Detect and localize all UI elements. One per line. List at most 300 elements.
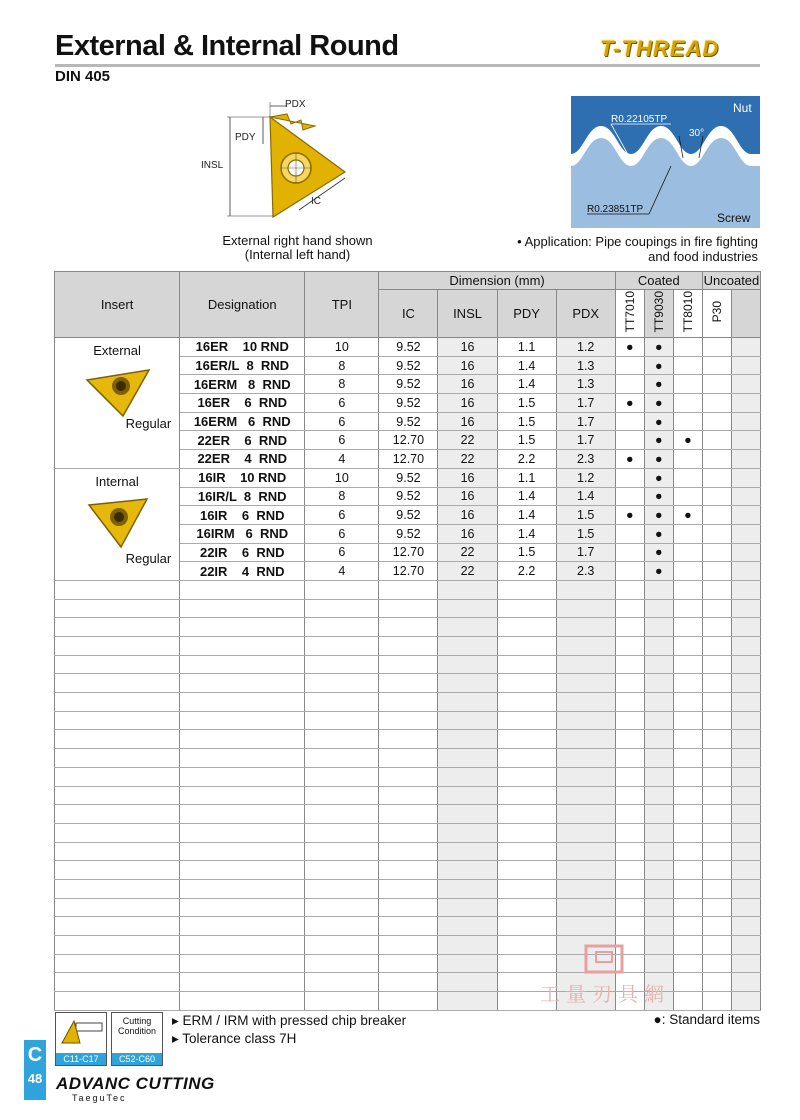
cell-ic <box>379 861 438 880</box>
table-row <box>55 599 761 618</box>
cell-pdy <box>497 674 556 693</box>
application-line-1: • Application: Pipe coupings in fire fighting <box>517 234 758 249</box>
cell-ic: 9.52 <box>379 356 438 375</box>
cell-insl <box>438 674 497 693</box>
cell-insl <box>438 879 497 898</box>
cell-insl: 16 <box>438 375 497 394</box>
insert-cell-empty <box>55 861 180 880</box>
cell-tpi <box>305 637 379 656</box>
cell-pdy <box>497 580 556 599</box>
cell-grade-4 <box>702 412 731 431</box>
cell-pdx <box>556 711 615 730</box>
cell-insl <box>438 730 497 749</box>
cell-grade-1 <box>615 562 644 581</box>
cell-grade-1 <box>615 917 644 936</box>
cell-extra <box>731 767 760 786</box>
cell-extra <box>731 879 760 898</box>
cell-tpi <box>305 711 379 730</box>
cell-extra <box>731 487 760 506</box>
cell-pdy: 1.4 <box>497 356 556 375</box>
cell-designation <box>180 805 305 824</box>
cell-grade-4 <box>702 655 731 674</box>
cell-grade-1 <box>615 599 644 618</box>
cell-pdx <box>556 618 615 637</box>
cell-ic <box>379 674 438 693</box>
cell-ic <box>379 805 438 824</box>
cell-ic: 9.52 <box>379 338 438 357</box>
table-row <box>55 749 761 768</box>
cell-designation: 16IRM 6 RND <box>180 524 305 543</box>
insert-cell-empty <box>55 580 180 599</box>
cell-extra <box>731 805 760 824</box>
cell-ic <box>379 580 438 599</box>
cell-grade-3 <box>673 767 702 786</box>
cell-tpi <box>305 879 379 898</box>
table-body <box>55 338 761 1011</box>
cell-pdx <box>556 842 615 861</box>
cell-pdx: 1.7 <box>556 394 615 413</box>
cell-grade-3: ● <box>673 431 702 450</box>
cell-pdy: 1.5 <box>497 543 556 562</box>
cell-grade-2: ● <box>644 468 673 487</box>
cell-grade-4 <box>702 936 731 955</box>
cell-pdx: 2.3 <box>556 450 615 469</box>
cell-tpi: 6 <box>305 412 379 431</box>
cell-pdx: 1.5 <box>556 524 615 543</box>
cell-designation: 16ERM 8 RND <box>180 375 305 394</box>
cell-tpi <box>305 954 379 973</box>
cell-pdy <box>497 917 556 936</box>
cell-insl: 16 <box>438 524 497 543</box>
cell-grade-2: ● <box>644 356 673 375</box>
cell-pdy <box>497 693 556 712</box>
insert-cell-empty <box>55 879 180 898</box>
cell-designation: 16ER 10 RND <box>180 338 305 357</box>
table-row <box>55 786 761 805</box>
cell-designation <box>180 730 305 749</box>
screw-label: Screw <box>717 211 751 225</box>
cell-ic: 12.70 <box>379 450 438 469</box>
note-tolerance: ▸ Tolerance class 7H <box>172 1031 297 1046</box>
page-subtitle: DIN 405 <box>55 68 111 85</box>
cell-designation: 22ER 4 RND <box>180 450 305 469</box>
cell-pdy: 1.4 <box>497 375 556 394</box>
angle-label: 30° <box>689 128 705 139</box>
cell-insl <box>438 823 497 842</box>
cell-insl: 22 <box>438 431 497 450</box>
cell-extra <box>731 431 760 450</box>
cell-grade-4 <box>702 394 731 413</box>
cell-grade-3 <box>673 693 702 712</box>
cell-extra <box>731 356 760 375</box>
cell-pdx <box>556 580 615 599</box>
cell-grade-3 <box>673 356 702 375</box>
col-dimension: Dimension (mm) <box>379 272 615 290</box>
cell-grade-1: ● <box>615 506 644 525</box>
external-label: External <box>93 343 141 358</box>
cell-pdy: 2.2 <box>497 562 556 581</box>
brand-subtitle: TaeguTec <box>72 1093 127 1103</box>
cell-tpi <box>305 618 379 637</box>
insert-holder-icon <box>56 1013 106 1053</box>
cell-insl <box>438 805 497 824</box>
cell-pdx <box>556 805 615 824</box>
cell-pdy <box>497 637 556 656</box>
standard-items-legend: ●: Standard items <box>653 1012 760 1027</box>
cell-grade-3 <box>673 637 702 656</box>
cell-designation: 22IR 4 RND <box>180 562 305 581</box>
cell-extra <box>731 524 760 543</box>
insert-cell-empty <box>55 599 180 618</box>
insert-cell-empty <box>55 711 180 730</box>
cell-pdy <box>497 730 556 749</box>
cell-ic <box>379 767 438 786</box>
cell-designation: 16IR/L 8 RND <box>180 487 305 506</box>
cell-grade-4 <box>702 506 731 525</box>
cell-tpi <box>305 786 379 805</box>
cell-extra <box>731 599 760 618</box>
cell-extra <box>731 823 760 842</box>
cell-insl: 16 <box>438 338 497 357</box>
cell-ic: 12.70 <box>379 543 438 562</box>
cell-grade-4 <box>702 767 731 786</box>
cell-tpi: 6 <box>305 431 379 450</box>
cell-grade-3 <box>673 655 702 674</box>
cell-grade-2 <box>644 749 673 768</box>
cell-grade-2 <box>644 898 673 917</box>
cell-grade-4 <box>702 674 731 693</box>
bottom-radius-label: R0.23851TP <box>587 204 644 215</box>
cell-pdy <box>497 767 556 786</box>
cell-grade-1: ● <box>615 394 644 413</box>
col-grade-2: TT9030 <box>651 291 666 333</box>
insl-label: INSL <box>201 160 224 171</box>
cell-grade-3 <box>673 786 702 805</box>
cell-pdx <box>556 730 615 749</box>
cell-insl <box>438 711 497 730</box>
cell-extra <box>731 711 760 730</box>
cell-ic <box>379 954 438 973</box>
cell-tpi <box>305 805 379 824</box>
internal-label: Internal <box>95 473 139 489</box>
cell-pdy <box>497 954 556 973</box>
cutting-title-line-2: Condition <box>117 1026 157 1036</box>
cell-grade-3 <box>673 917 702 936</box>
cell-pdx: 1.2 <box>556 338 615 357</box>
internal-insert-cell <box>55 468 180 580</box>
cell-tpi: 6 <box>305 394 379 413</box>
cell-grade-4 <box>702 431 731 450</box>
cell-grade-3 <box>673 674 702 693</box>
cell-grade-4 <box>702 917 731 936</box>
cell-grade-4 <box>702 973 731 992</box>
cell-pdy: 1.4 <box>497 524 556 543</box>
cell-grade-3 <box>673 842 702 861</box>
cell-grade-4 <box>702 580 731 599</box>
insert-cell-empty <box>55 805 180 824</box>
cell-pdx <box>556 749 615 768</box>
external-type-label: Regular <box>125 416 172 431</box>
cell-grade-4 <box>702 805 731 824</box>
cell-pdx <box>556 861 615 880</box>
cell-grade-2 <box>644 693 673 712</box>
cell-pdx: 1.7 <box>556 431 615 450</box>
cell-ic <box>379 637 438 656</box>
insert-cell-empty <box>55 992 180 1011</box>
diagram-caption <box>195 234 400 262</box>
cell-extra <box>731 468 760 487</box>
cell-grade-2: ● <box>644 394 673 413</box>
insert-cell-empty <box>55 842 180 861</box>
cell-grade-4 <box>702 730 731 749</box>
cell-insl <box>438 936 497 955</box>
cell-grade-1 <box>615 805 644 824</box>
cell-designation <box>180 749 305 768</box>
cell-grade-1 <box>615 524 644 543</box>
cell-grade-1 <box>615 823 644 842</box>
cell-ic <box>379 655 438 674</box>
cell-insl <box>438 637 497 656</box>
cell-grade-4 <box>702 954 731 973</box>
external-insert-image <box>83 362 153 420</box>
cell-insl: 16 <box>438 468 497 487</box>
cell-pdy: 1.4 <box>497 487 556 506</box>
cell-extra <box>731 992 760 1011</box>
cell-grade-3 <box>673 954 702 973</box>
cell-tpi: 10 <box>305 338 379 357</box>
cell-grade-3 <box>673 973 702 992</box>
cell-grade-2: ● <box>644 412 673 431</box>
cell-pdy <box>497 805 556 824</box>
cell-extra <box>731 543 760 562</box>
cell-grade-4 <box>702 749 731 768</box>
col-insl: INSL <box>438 290 497 338</box>
cell-designation <box>180 936 305 955</box>
cell-insl <box>438 992 497 1011</box>
table-row <box>55 674 761 693</box>
cell-ic: 9.52 <box>379 412 438 431</box>
cell-grade-3 <box>673 861 702 880</box>
cell-grade-1 <box>615 674 644 693</box>
table-row <box>55 618 761 637</box>
cell-designation <box>180 861 305 880</box>
t-thread-logo: T-THREAD <box>600 36 720 61</box>
cell-insl <box>438 655 497 674</box>
cell-pdy <box>497 861 556 880</box>
cell-tpi <box>305 861 379 880</box>
cell-grade-3 <box>673 562 702 581</box>
cell-tpi <box>305 767 379 786</box>
cell-pdx <box>556 879 615 898</box>
cell-grade-2: ● <box>644 338 673 357</box>
cell-grade-4 <box>702 693 731 712</box>
cell-insl <box>438 973 497 992</box>
cell-tpi: 10 <box>305 468 379 487</box>
cell-pdy <box>497 711 556 730</box>
col-ic: IC <box>379 290 438 338</box>
table-row <box>55 936 761 955</box>
col-grade-3: TT8010 <box>680 291 695 333</box>
col-grade-1: TT7010 <box>622 291 637 333</box>
cell-extra <box>731 338 760 357</box>
application-line-2: and food industries <box>648 249 758 264</box>
cell-grade-4 <box>702 450 731 469</box>
cell-pdy: 1.5 <box>497 394 556 413</box>
cell-grade-4 <box>702 842 731 861</box>
cell-extra <box>731 450 760 469</box>
cell-tpi <box>305 599 379 618</box>
insert-spec-table <box>54 271 761 1011</box>
cell-ic <box>379 749 438 768</box>
cell-grade-3 <box>673 749 702 768</box>
col-pdx: PDX <box>556 290 615 338</box>
cell-grade-1 <box>615 637 644 656</box>
cell-grade-3 <box>673 375 702 394</box>
cell-extra <box>731 618 760 637</box>
cell-extra <box>731 412 760 431</box>
cell-designation <box>180 898 305 917</box>
table-row <box>55 842 761 861</box>
cell-ic: 9.52 <box>379 487 438 506</box>
cell-grade-2 <box>644 786 673 805</box>
cell-grade-1: ● <box>615 450 644 469</box>
cell-grade-4 <box>702 524 731 543</box>
cell-tpi: 4 <box>305 562 379 581</box>
table-row <box>55 823 761 842</box>
cell-extra <box>731 580 760 599</box>
external-insert-cell <box>55 338 180 469</box>
cell-grade-3 <box>673 412 702 431</box>
cell-tpi: 4 <box>305 450 379 469</box>
table-row <box>55 917 761 936</box>
cell-designation <box>180 711 305 730</box>
cell-grade-3 <box>673 487 702 506</box>
cell-grade-3 <box>673 936 702 955</box>
cell-designation: 16ERM 6 RND <box>180 412 305 431</box>
cell-grade-1 <box>615 842 644 861</box>
table-row <box>55 767 761 786</box>
cell-designation <box>180 842 305 861</box>
cell-ic: 9.52 <box>379 375 438 394</box>
cell-grade-1 <box>615 749 644 768</box>
table-row <box>55 468 761 487</box>
cell-insl <box>438 599 497 618</box>
caption-line-1: External right hand shown <box>222 233 373 248</box>
cell-grade-1 <box>615 693 644 712</box>
cell-grade-2: ● <box>644 450 673 469</box>
table-row <box>55 805 761 824</box>
cutting-condition-icon[interactable] <box>111 1012 163 1066</box>
watermark-mark <box>584 944 624 974</box>
cell-grade-1 <box>615 879 644 898</box>
cell-extra <box>731 674 760 693</box>
cell-grade-1 <box>615 580 644 599</box>
cell-pdy <box>497 823 556 842</box>
cell-ic <box>379 992 438 1011</box>
cell-tpi <box>305 973 379 992</box>
table-row <box>55 338 761 357</box>
cell-grade-1 <box>615 711 644 730</box>
page-number: 48 <box>27 1071 43 1086</box>
thread-profile-diagram <box>571 96 760 228</box>
cell-insl <box>438 786 497 805</box>
cell-grade-2: ● <box>644 562 673 581</box>
cell-insl <box>438 749 497 768</box>
cell-tpi <box>305 655 379 674</box>
cell-grade-4 <box>702 375 731 394</box>
cell-grade-1 <box>615 487 644 506</box>
cell-pdy <box>497 786 556 805</box>
cell-designation <box>180 637 305 656</box>
cell-grade-1 <box>615 786 644 805</box>
cell-insl <box>438 898 497 917</box>
cell-pdy <box>497 749 556 768</box>
cell-extra <box>731 693 760 712</box>
cell-tpi: 8 <box>305 487 379 506</box>
cell-pdy: 1.5 <box>497 412 556 431</box>
cell-insl <box>438 693 497 712</box>
cell-grade-3 <box>673 580 702 599</box>
cell-pdx <box>556 767 615 786</box>
cell-grade-3 <box>673 711 702 730</box>
cell-ic: 9.52 <box>379 524 438 543</box>
cell-insl <box>438 618 497 637</box>
cell-grade-2 <box>644 674 673 693</box>
cell-pdy <box>497 599 556 618</box>
cell-designation <box>180 823 305 842</box>
cell-pdx <box>556 693 615 712</box>
cell-tpi <box>305 898 379 917</box>
tool-reference-icon[interactable] <box>55 1012 107 1066</box>
cell-insl <box>438 580 497 599</box>
insert-cell-empty <box>55 693 180 712</box>
cell-grade-2 <box>644 954 673 973</box>
cell-pdx <box>556 674 615 693</box>
internal-insert-image <box>83 493 153 551</box>
cell-extra <box>731 375 760 394</box>
cell-pdy <box>497 898 556 917</box>
application-note <box>470 234 758 264</box>
cell-ic: 9.52 <box>379 468 438 487</box>
cell-designation <box>180 655 305 674</box>
cell-pdx: 1.4 <box>556 487 615 506</box>
cell-designation <box>180 580 305 599</box>
cell-ic <box>379 786 438 805</box>
cell-grade-4 <box>702 879 731 898</box>
cell-ic: 9.52 <box>379 394 438 413</box>
cell-grade-3: ● <box>673 506 702 525</box>
cell-grade-2 <box>644 711 673 730</box>
cell-pdx <box>556 823 615 842</box>
cell-extra <box>731 730 760 749</box>
insert-cell-empty <box>55 749 180 768</box>
cell-grade-3 <box>673 730 702 749</box>
cell-pdx <box>556 786 615 805</box>
cell-designation <box>180 693 305 712</box>
cell-designation: 16IR 6 RND <box>180 506 305 525</box>
cell-tpi <box>305 992 379 1011</box>
insert-cell-empty <box>55 655 180 674</box>
cell-tpi: 6 <box>305 506 379 525</box>
icon-1-label: C11-C17 <box>56 1053 106 1065</box>
cell-grade-4 <box>702 468 731 487</box>
cell-insl: 16 <box>438 506 497 525</box>
cell-ic <box>379 973 438 992</box>
table-row <box>55 861 761 880</box>
cell-designation <box>180 992 305 1011</box>
cell-grade-2 <box>644 767 673 786</box>
cell-grade-3 <box>673 618 702 637</box>
